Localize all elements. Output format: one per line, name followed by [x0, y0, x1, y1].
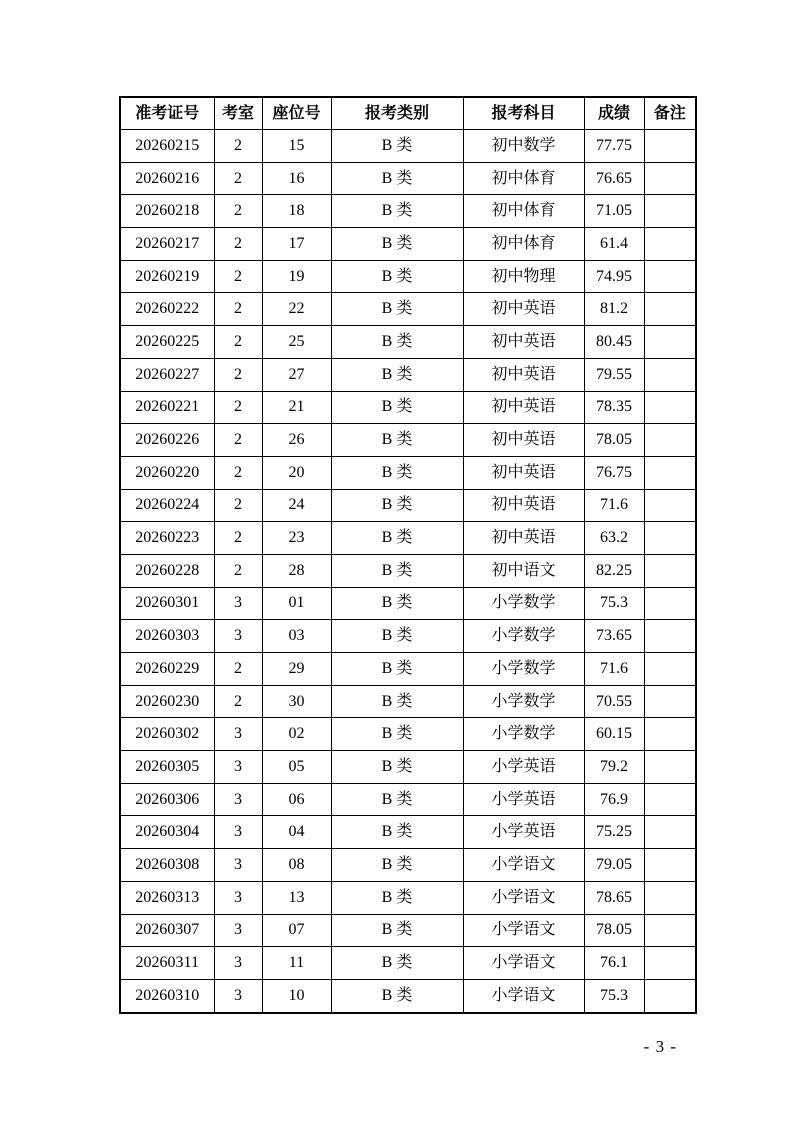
- cell-ticket-number: 20260311: [120, 947, 214, 980]
- cell-score: 79.55: [584, 358, 644, 391]
- cell-score: 75.3: [584, 979, 644, 1012]
- cell-remark: [644, 391, 696, 424]
- cell-exam-room: 2: [214, 685, 262, 718]
- cell-score: 73.65: [584, 620, 644, 653]
- cell-exam-room: 2: [214, 358, 262, 391]
- cell-exam-room: 2: [214, 554, 262, 587]
- cell-subject: 小学语文: [463, 947, 584, 980]
- table-row: [120, 195, 696, 228]
- cell-seat-number: 16: [262, 162, 331, 195]
- cell-exam-room: 3: [214, 816, 262, 849]
- cell-category: B 类: [331, 228, 463, 261]
- cell-ticket-number: 20260223: [120, 522, 214, 555]
- cell-subject: 小学英语: [463, 751, 584, 784]
- table-row: [120, 456, 696, 489]
- header-score: 成绩: [584, 97, 644, 130]
- cell-subject: 初中语文: [463, 554, 584, 587]
- cell-ticket-number: 20260228: [120, 554, 214, 587]
- cell-remark: [644, 849, 696, 882]
- cell-seat-number: 01: [262, 587, 331, 620]
- cell-remark: [644, 816, 696, 849]
- cell-subject: 初中英语: [463, 489, 584, 522]
- cell-score: 81.2: [584, 293, 644, 326]
- score-table: [119, 96, 697, 1014]
- cell-subject: 初中英语: [463, 522, 584, 555]
- cell-remark: [644, 424, 696, 457]
- cell-category: B 类: [331, 260, 463, 293]
- cell-category: B 类: [331, 195, 463, 228]
- cell-ticket-number: 20260229: [120, 653, 214, 686]
- cell-seat-number: 25: [262, 326, 331, 359]
- cell-exam-room: 3: [214, 783, 262, 816]
- cell-remark: [644, 358, 696, 391]
- cell-exam-room: 3: [214, 849, 262, 882]
- cell-ticket-number: 20260215: [120, 130, 214, 163]
- cell-exam-room: 3: [214, 620, 262, 653]
- cell-subject: 小学数学: [463, 620, 584, 653]
- cell-exam-room: 3: [214, 947, 262, 980]
- cell-exam-room: 3: [214, 979, 262, 1012]
- cell-subject: 初中英语: [463, 358, 584, 391]
- cell-subject: 初中英语: [463, 424, 584, 457]
- cell-remark: [644, 881, 696, 914]
- cell-score: 71.6: [584, 653, 644, 686]
- cell-exam-room: 2: [214, 130, 262, 163]
- cell-ticket-number: 20260218: [120, 195, 214, 228]
- cell-score: 75.25: [584, 816, 644, 849]
- table-row: [120, 881, 696, 914]
- cell-category: B 类: [331, 620, 463, 653]
- table-row: [120, 554, 696, 587]
- table-row: [120, 653, 696, 686]
- cell-subject: 小学英语: [463, 783, 584, 816]
- cell-score: 77.75: [584, 130, 644, 163]
- cell-exam-room: 2: [214, 195, 262, 228]
- table-row: [120, 783, 696, 816]
- cell-ticket-number: 20260226: [120, 424, 214, 457]
- cell-category: B 类: [331, 554, 463, 587]
- table-row: [120, 489, 696, 522]
- cell-exam-room: 3: [214, 751, 262, 784]
- cell-subject: 初中体育: [463, 228, 584, 261]
- cell-seat-number: 15: [262, 130, 331, 163]
- cell-seat-number: 06: [262, 783, 331, 816]
- cell-ticket-number: 20260225: [120, 326, 214, 359]
- cell-category: B 类: [331, 914, 463, 947]
- cell-remark: [644, 522, 696, 555]
- cell-remark: [644, 979, 696, 1012]
- cell-category: B 类: [331, 489, 463, 522]
- cell-subject: 初中物理: [463, 260, 584, 293]
- cell-score: 74.95: [584, 260, 644, 293]
- cell-remark: [644, 326, 696, 359]
- cell-category: B 类: [331, 979, 463, 1012]
- cell-category: B 类: [331, 718, 463, 751]
- cell-category: B 类: [331, 947, 463, 980]
- table-header-row: [120, 97, 696, 130]
- cell-score: 79.05: [584, 849, 644, 882]
- cell-score: 60.15: [584, 718, 644, 751]
- cell-subject: 小学英语: [463, 816, 584, 849]
- cell-seat-number: 19: [262, 260, 331, 293]
- page-number: - 3 -: [643, 1037, 677, 1056]
- cell-ticket-number: 20260306: [120, 783, 214, 816]
- cell-ticket-number: 20260216: [120, 162, 214, 195]
- cell-score: 78.05: [584, 914, 644, 947]
- cell-seat-number: 05: [262, 751, 331, 784]
- cell-score: 71.6: [584, 489, 644, 522]
- cell-exam-room: 2: [214, 489, 262, 522]
- cell-exam-room: 3: [214, 718, 262, 751]
- cell-seat-number: 30: [262, 685, 331, 718]
- cell-exam-room: 2: [214, 456, 262, 489]
- cell-subject: 初中体育: [463, 195, 584, 228]
- cell-remark: [644, 195, 696, 228]
- table-row: [120, 718, 696, 751]
- cell-category: B 类: [331, 587, 463, 620]
- table-row: [120, 130, 696, 163]
- cell-score: 75.3: [584, 587, 644, 620]
- cell-ticket-number: 20260220: [120, 456, 214, 489]
- cell-remark: [644, 489, 696, 522]
- table-body: [120, 130, 696, 1013]
- cell-ticket-number: 20260302: [120, 718, 214, 751]
- cell-exam-room: 2: [214, 424, 262, 457]
- table-row: [120, 326, 696, 359]
- cell-seat-number: 11: [262, 947, 331, 980]
- cell-subject: 小学语文: [463, 979, 584, 1012]
- cell-remark: [644, 293, 696, 326]
- cell-subject: 初中英语: [463, 456, 584, 489]
- cell-ticket-number: 20260303: [120, 620, 214, 653]
- cell-ticket-number: 20260217: [120, 228, 214, 261]
- table-row: [120, 979, 696, 1012]
- table-row: [120, 751, 696, 784]
- cell-ticket-number: 20260227: [120, 358, 214, 391]
- cell-subject: 初中数学: [463, 130, 584, 163]
- cell-score: 63.2: [584, 522, 644, 555]
- cell-seat-number: 21: [262, 391, 331, 424]
- cell-score: 71.05: [584, 195, 644, 228]
- cell-seat-number: 18: [262, 195, 331, 228]
- cell-seat-number: 28: [262, 554, 331, 587]
- cell-ticket-number: 20260313: [120, 881, 214, 914]
- cell-seat-number: 20: [262, 456, 331, 489]
- header-exam-room: 考室: [214, 97, 262, 130]
- table-row: [120, 620, 696, 653]
- cell-remark: [644, 914, 696, 947]
- cell-category: B 类: [331, 293, 463, 326]
- cell-seat-number: 23: [262, 522, 331, 555]
- cell-seat-number: 03: [262, 620, 331, 653]
- cell-exam-room: 2: [214, 260, 262, 293]
- cell-score: 70.55: [584, 685, 644, 718]
- cell-ticket-number: 20260304: [120, 816, 214, 849]
- cell-remark: [644, 620, 696, 653]
- cell-subject: 小学语文: [463, 914, 584, 947]
- cell-remark: [644, 718, 696, 751]
- cell-score: 78.05: [584, 424, 644, 457]
- cell-subject: 小学语文: [463, 849, 584, 882]
- cell-category: B 类: [331, 456, 463, 489]
- cell-ticket-number: 20260230: [120, 685, 214, 718]
- table-row: [120, 587, 696, 620]
- cell-exam-room: 2: [214, 522, 262, 555]
- cell-remark: [644, 783, 696, 816]
- cell-seat-number: 26: [262, 424, 331, 457]
- cell-category: B 类: [331, 849, 463, 882]
- cell-exam-room: 2: [214, 326, 262, 359]
- header-category: 报考类别: [331, 97, 463, 130]
- cell-seat-number: 10: [262, 979, 331, 1012]
- table-row: [120, 816, 696, 849]
- table-row: [120, 293, 696, 326]
- cell-exam-room: 3: [214, 914, 262, 947]
- cell-category: B 类: [331, 653, 463, 686]
- cell-ticket-number: 20260310: [120, 979, 214, 1012]
- cell-category: B 类: [331, 130, 463, 163]
- cell-category: B 类: [331, 326, 463, 359]
- cell-subject: 初中体育: [463, 162, 584, 195]
- cell-remark: [644, 751, 696, 784]
- cell-category: B 类: [331, 881, 463, 914]
- cell-remark: [644, 947, 696, 980]
- table-row: [120, 424, 696, 457]
- header-remark: 备注: [644, 97, 696, 130]
- table-row: [120, 391, 696, 424]
- cell-category: B 类: [331, 424, 463, 457]
- cell-exam-room: 3: [214, 881, 262, 914]
- cell-exam-room: 2: [214, 391, 262, 424]
- cell-score: 61.4: [584, 228, 644, 261]
- cell-seat-number: 17: [262, 228, 331, 261]
- cell-ticket-number: 20260308: [120, 849, 214, 882]
- cell-score: 78.65: [584, 881, 644, 914]
- cell-category: B 类: [331, 783, 463, 816]
- cell-subject: 初中英语: [463, 326, 584, 359]
- cell-remark: [644, 653, 696, 686]
- table-row: [120, 947, 696, 980]
- cell-subject: 小学语文: [463, 881, 584, 914]
- cell-exam-room: 2: [214, 228, 262, 261]
- table-row: [120, 358, 696, 391]
- table-row: [120, 260, 696, 293]
- cell-remark: [644, 228, 696, 261]
- cell-seat-number: 04: [262, 816, 331, 849]
- cell-seat-number: 24: [262, 489, 331, 522]
- cell-ticket-number: 20260307: [120, 914, 214, 947]
- cell-ticket-number: 20260219: [120, 260, 214, 293]
- cell-remark: [644, 260, 696, 293]
- cell-subject: 小学数学: [463, 685, 584, 718]
- cell-score: 80.45: [584, 326, 644, 359]
- cell-remark: [644, 554, 696, 587]
- cell-remark: [644, 685, 696, 718]
- cell-subject: 小学数学: [463, 718, 584, 751]
- cell-exam-room: 2: [214, 293, 262, 326]
- cell-category: B 类: [331, 522, 463, 555]
- cell-seat-number: 07: [262, 914, 331, 947]
- cell-score: 79.2: [584, 751, 644, 784]
- cell-score: 78.35: [584, 391, 644, 424]
- cell-exam-room: 3: [214, 587, 262, 620]
- cell-ticket-number: 20260221: [120, 391, 214, 424]
- cell-subject: 初中英语: [463, 293, 584, 326]
- cell-remark: [644, 162, 696, 195]
- header-ticket-number: 准考证号: [120, 97, 214, 130]
- cell-subject: 小学数学: [463, 587, 584, 620]
- cell-ticket-number: 20260305: [120, 751, 214, 784]
- cell-score: 82.25: [584, 554, 644, 587]
- cell-score: 76.75: [584, 456, 644, 489]
- cell-seat-number: 08: [262, 849, 331, 882]
- cell-remark: [644, 587, 696, 620]
- cell-exam-room: 2: [214, 653, 262, 686]
- cell-seat-number: 13: [262, 881, 331, 914]
- table-row: [120, 228, 696, 261]
- cell-score: 76.1: [584, 947, 644, 980]
- cell-seat-number: 22: [262, 293, 331, 326]
- cell-remark: [644, 130, 696, 163]
- cell-subject: 小学数学: [463, 653, 584, 686]
- cell-ticket-number: 20260301: [120, 587, 214, 620]
- cell-seat-number: 27: [262, 358, 331, 391]
- cell-seat-number: 29: [262, 653, 331, 686]
- cell-subject: 初中英语: [463, 391, 584, 424]
- cell-score: 76.65: [584, 162, 644, 195]
- cell-category: B 类: [331, 751, 463, 784]
- cell-ticket-number: 20260224: [120, 489, 214, 522]
- header-subject: 报考科目: [463, 97, 584, 130]
- cell-remark: [644, 456, 696, 489]
- header-seat-number: 座位号: [262, 97, 331, 130]
- cell-seat-number: 02: [262, 718, 331, 751]
- table-row: [120, 849, 696, 882]
- table-row: [120, 162, 696, 195]
- cell-score: 76.9: [584, 783, 644, 816]
- cell-ticket-number: 20260222: [120, 293, 214, 326]
- cell-category: B 类: [331, 162, 463, 195]
- cell-category: B 类: [331, 358, 463, 391]
- cell-exam-room: 2: [214, 162, 262, 195]
- table-row: [120, 685, 696, 718]
- cell-category: B 类: [331, 685, 463, 718]
- cell-category: B 类: [331, 816, 463, 849]
- cell-category: B 类: [331, 391, 463, 424]
- table-row: [120, 914, 696, 947]
- table-row: [120, 522, 696, 555]
